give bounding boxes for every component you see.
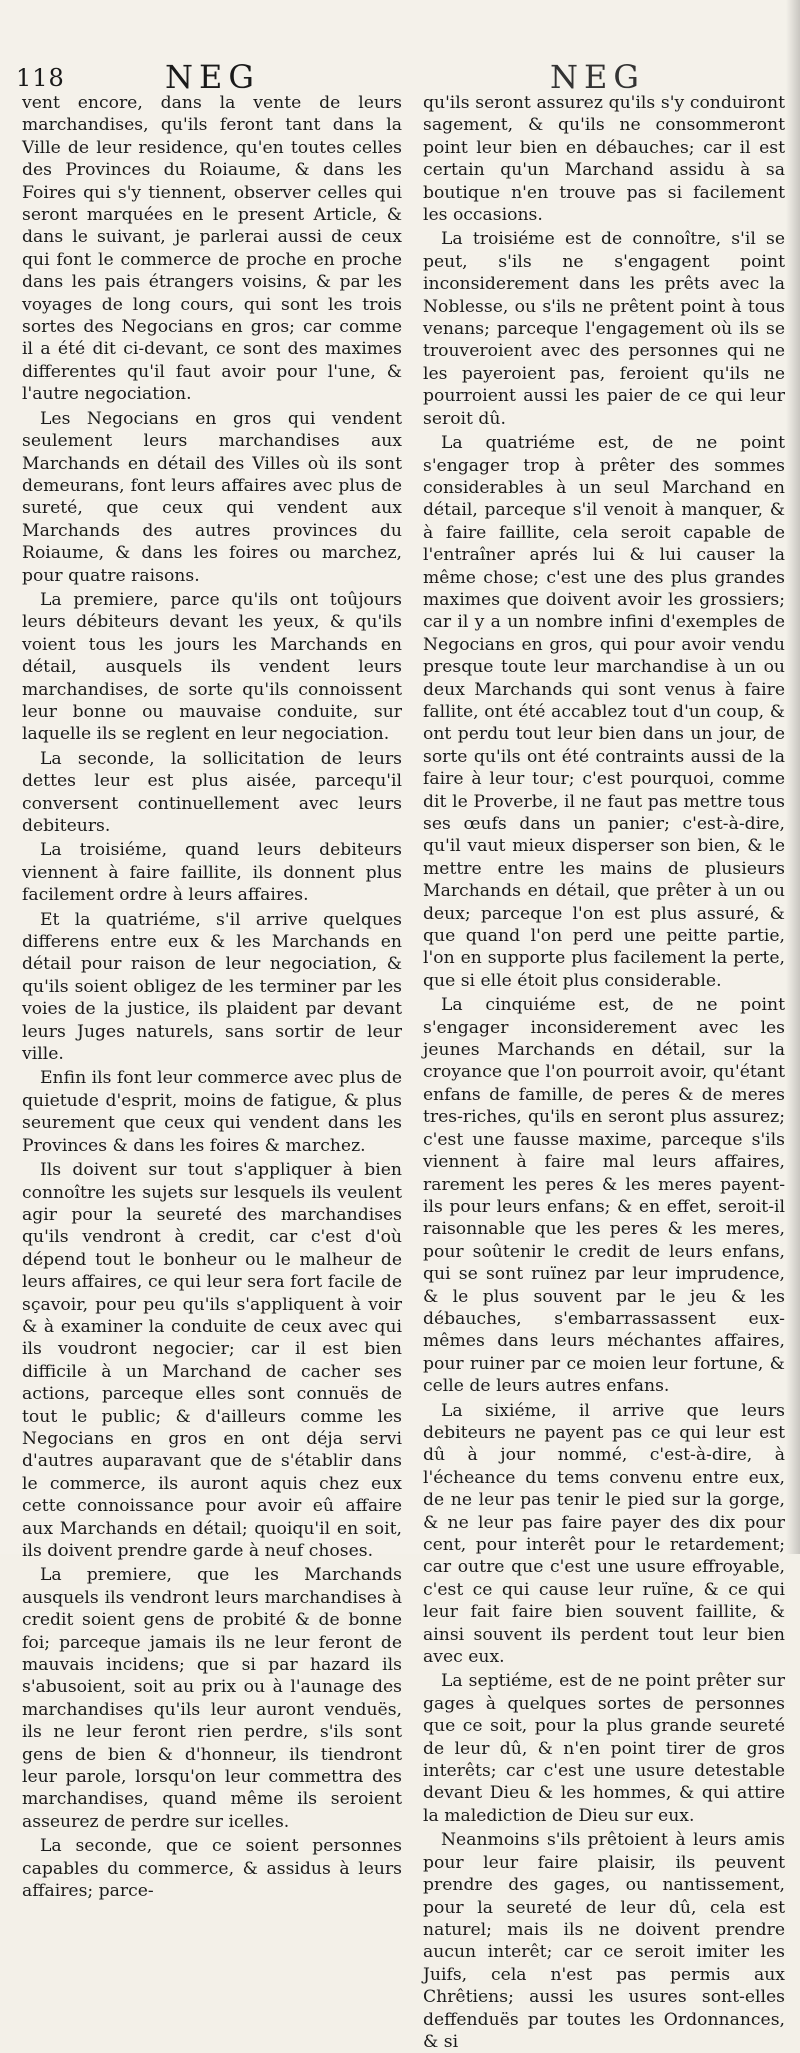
paragraph: La quatriéme est, de ne point s'engager trop à prêter des sommes considerables à un seul Marchand en détail, parceque s'il venoit à manquer, & à faire faillite, cela seroit capable de l'entraîner aprés lui & lui causer la même chose; c'est une des plus grandes maximes que doivent avoir les grossiers; car il y a un nombre infini d'exemples de Negocians en gros, qui pour avoir vendu presque toute leur marchandise à un ou deux Marchands qui sont venus à faire fallite, ont été accablez tout d'un coup, & ont perdu tout leur bien dans un jour, de sorte qu'ils ont été contraints aussi de la faire à leur tour; c'est pourquoi, comme dit le Proverbe, il ne faut pas mettre tous ses œufs dans un panier; c'est-à-dire, qu'il vaut mieux disperser son bien, & le mettre entre les mains de plusieurs Marchands en détail, que prêter à un ou deux; parceque l'on est plus assuré, & que quand l'on perd une peitte partie, l'on en supporte plus facilement la perte, que si elle étoit plus considerable. (423, 433, 785, 991)
paragraph: La seconde, la sollicitation de leurs dettes leur est plus aisée, parcequ'il conversent continuellement avec leurs debiteurs. (22, 748, 402, 836)
right-column (423, 92, 785, 2052)
paragraph: Ils doivent sur tout s'appliquer à bien connoître les sujets sur lesquels ils veulent agir pour la seureté des marchandises qu'ils vendront à credit, car c'est d'où dépend tout le bonheur ou le malheur de leurs affaires, ce qui leur sera fort facile de sçavoir, pour peu qu'ils s'appliquent à voir & à examiner la conduite de ceux avec qui ils voudront negocier; car il est bien difficile à un Marchand de cacher ses actions, parceque elles sont connuës de tout le public; & d'ailleurs comme les Negocians en gros en ont déja servi d'autres auparavant que de s'établir dans le commerce, ils auront aquis chez eux cette connoissance pour avoir eû affaire aux Marchands en détail; quoiqu'il en soit, ils doivent prendre garde à neuf choses. (22, 1160, 402, 1561)
paragraph: La cinquiéme est, de ne point s'engager inconsiderement avec les jeunes Marchands en détail, sur la croyance que l'on pourroit avoir, qu'étant enfans de famille, de peres & de meres tres-riches, qu'ils en seront plus assurez; c'est une fausse maxime, parceque s'ils viennent à faire mal leurs affaires, rarement les peres & les meres payent-ils pour leurs enfans; & en effet, seroit-il raisonnable que les peres & les meres, pour soûtenir le credit de leurs enfans, qui se sont ruïnez par leur imprudence, & le plus souvent par le jeu & les débauches, s'embarrassassent eux-mêmes dans leurs méchantes affaires, pour ruiner par ce moien leur fortune, & celle de leurs autres enfans. (423, 995, 785, 1397)
paragraph: vent encore, dans la vente de leurs marchandises, qu'ils feront tant dans la Ville de leur residence, qu'en toutes celles des Provinces du Roiaume, & dans les Foires qui s'y tiennent, observer celles qui seront marquées en le present Article, & dans le suivant, je parlerai aussi de ceux qui font le commerce de proche en proche dans les pais étrangers voisins, & par les voyages de long cours, qui sont les trois sortes des Negocians en gros; car comme il a été dit ci-devant, ce sont des maximes differentes qu'il faut avoir pour l'une, & l'autre negociation. (22, 93, 402, 405)
paragraph: La seconde, que ce soient personnes capables du commerce, & assidus à leurs affaires; parce- (22, 1836, 402, 1902)
paragraph: Neanmoins s'ils prêtoient à leurs amis pour leur faire plaisir, ils peuvent prendre des gages, ou nantissement, pour la seureté de leur dû, cela est naturel; mais ils ne doivent prendre aucun interêt; car ce seroit imiter les Juifs, cela n'est pas permis aux Chrêtiens; aussi les usures sont-elles deffenduës par toutes les Ordonnances, & si (423, 1830, 785, 2052)
paragraph: Et la quatriéme, s'il arrive quelques differens entre eux & les Marchands en détail pour raison de leur negociation, & qu'ils soient obligez de les terminer par les voies de la justice, ils plaident par devant leurs Juges naturels, sans sortir de leur ville. (22, 909, 402, 1065)
running-head-left: NEG (165, 58, 260, 96)
left-column (22, 92, 402, 1902)
page-gutter-shadow (786, 0, 800, 1554)
paragraph: La premiere, parce qu'ils ont toûjours leurs débiteurs devant les yeux, & qu'ils voient tous les jours les Marchands en détail, ausquels ils vendent leurs marchandises, de sorte qu'ils connoissent leur bonne ou mauvaise conduite, sur laquelle ils se reglent en leur negociation. (22, 589, 402, 745)
running-head-right: NEG (550, 58, 645, 96)
paragraph: La premiere, que les Marchands ausquels ils vendront leurs marchandises à credit soient gens de probité & de bonne foi; parceque jamais ils ne leur feront de mauvais incidens; que si par hazard ils s'abusoient, soit au prix ou à l'aunage des marchandises qu'ils leur auront venduës, ils ne leur feront rien perdre, s'ils sont gens de bien & d'honneur, ils tiendront leur parole, lorsqu'on leur commettra des marchandises, quand même ils seroient asseurez de perdre sur icelles. (22, 1565, 402, 1832)
paragraph: La septiéme, est de ne point prêter sur gages à quelques sortes de personnes que ce soit, pour la plus grande seureté de leur dû, & n'en point tirer de gros interêts; car c'est une usure detestable devant Dieu & les hommes, & qui attire la malediction de Dieu sur eux. (423, 1671, 785, 1826)
paragraph: La troisiéme est de connoître, s'il se peut, s'ils ne s'engagent point inconsiderement dans les prêts avec la Noblesse, ou s'ils ne prêtent point à tous venans; parceque l'engagement où ils se trouveroient avec des personnes qui ne les payeroient pas, feroient qu'ils ne pourroient aussi les paier de ce qui leur seroit dû. (423, 229, 785, 429)
paragraph: La troisiéme, quand leurs debiteurs viennent à faire faillite, ils donnent plus facilement ordre à leurs affaires. (22, 840, 402, 906)
paragraph: qu'ils seront assurez qu'ils s'y conduiront sagement, & qu'ils ne consommeront point leur bien en débauches; car il est certain qu'un Marchand assidu à sa boutique n'en trouve pas si facilement les occasions. (423, 93, 785, 226)
paragraph: La sixiéme, il arrive que leurs debiteurs ne payent pas ce qui leur est dû à jour nommé, c'est-à-dire, à l'écheance du tems convenu entre eux, de ne leur pas tenir le pied sur la gorge, & ne leur pas faire payer des dix pour cent, pour interêt pour le retardement; car outre que c'est une usure effroyable, c'est ce qui cause leur ruïne, & ce qui leur fait faire bien souvent faillite, & ainsi souvent ils perdent tout leur bien avec eux. (423, 1400, 785, 1668)
page-number: 118 (16, 64, 65, 92)
paragraph: Les Negocians en gros qui vendent seulement leurs marchandises aux Marchands en détail des Villes où ils sont demeurans, font leurs affaires avec plus de sureté, que ceux qui vendent aux Marchands des autres provinces du Roiaume, & dans les foires ou marchez, pour quatre raisons. (22, 408, 402, 586)
paragraph: Enfin ils font leur commerce avec plus de quietude d'esprit, moins de fatigue, & plus seurement que ceux qui vendent dans les Provinces & dans les foires & marchez. (22, 1068, 402, 1156)
